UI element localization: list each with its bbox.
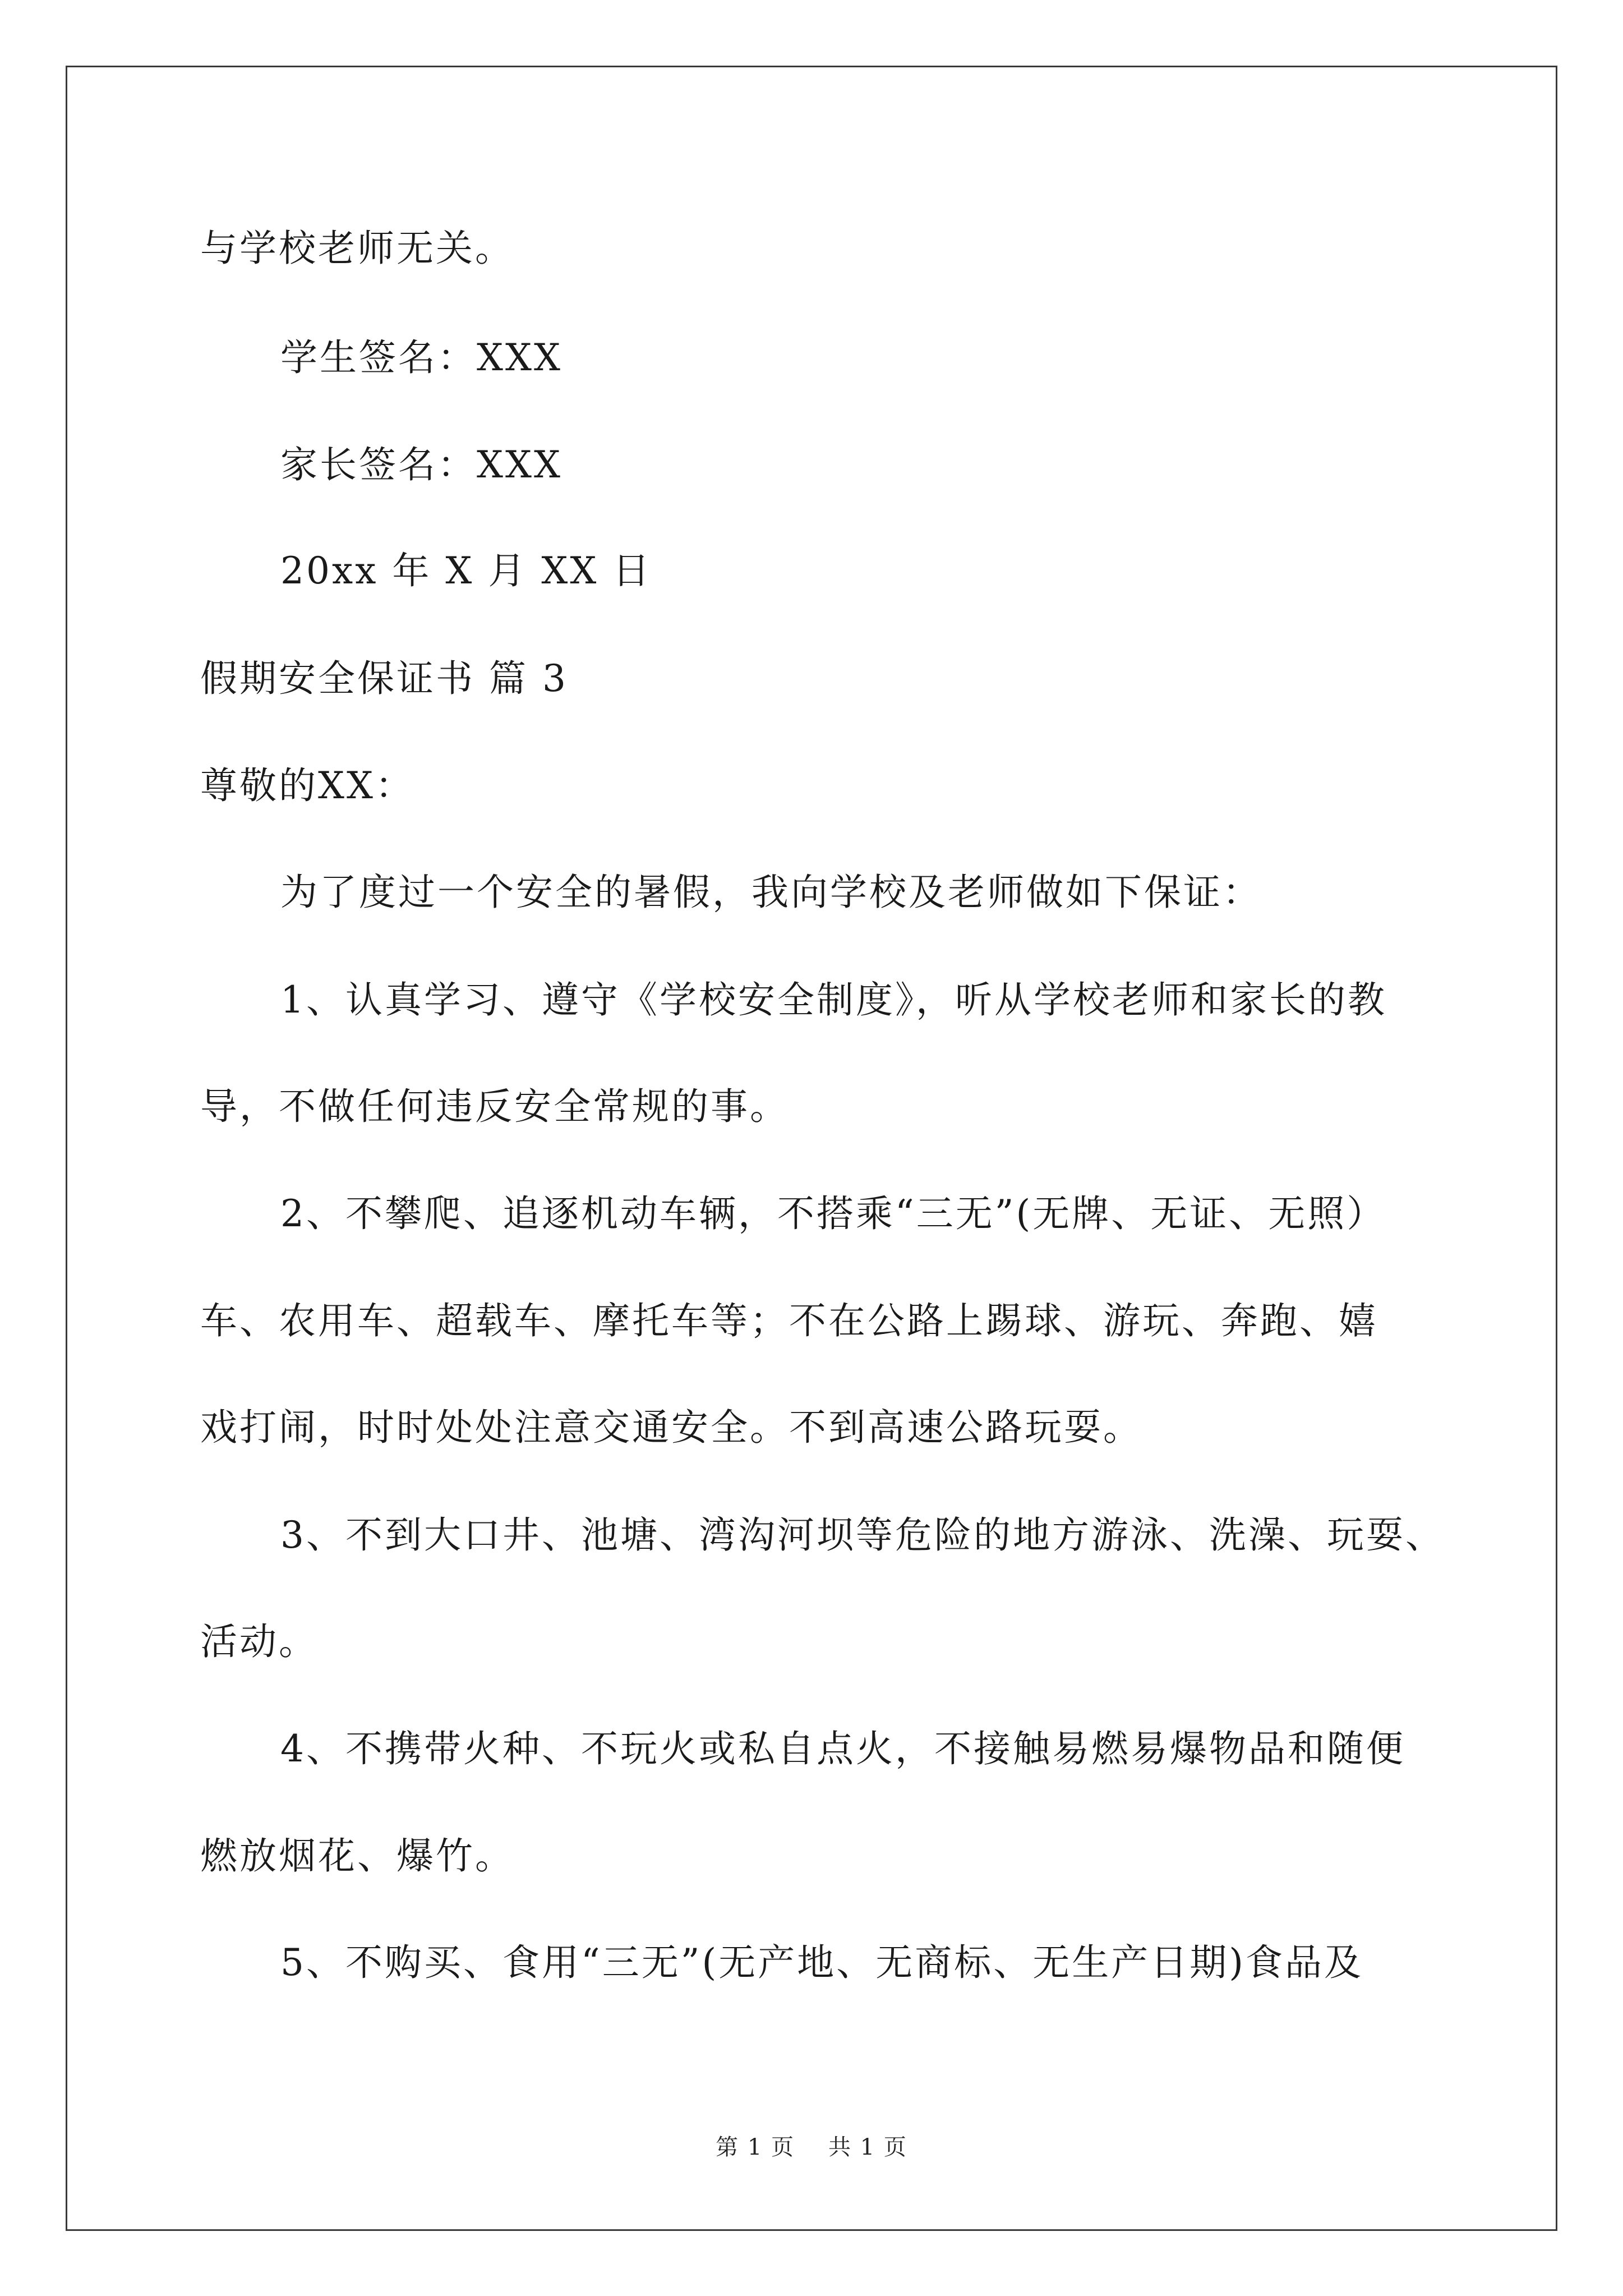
item-4-line-1: 4、不携带火种、不玩火或私自点火，不接触易燃易爆物品和随便	[280, 1727, 1405, 1770]
signature-date: 20xx 年 X 月 XX 日	[280, 549, 652, 592]
item-3-line-2: 活动。	[200, 1620, 318, 1663]
intro-paragraph: 为了度过一个安全的暑假，我向学校及老师做如下保证：	[280, 871, 1262, 914]
item-5-line-1: 5、不购买、食用“三无”(无产地、无商标、无生产日期)食品及	[280, 1941, 1363, 1984]
page-number: 第 1 页	[716, 2134, 795, 2160]
page-border	[66, 66, 1557, 2231]
item-1-line-1: 1、认真学习、遵守《学校安全制度》，听从学校老师和家长的教	[280, 978, 1387, 1022]
page-total: 共 1 页	[828, 2134, 907, 2160]
salutation: 尊敬的XX：	[200, 764, 414, 807]
page-footer	[0, 2136, 1623, 2159]
item-2-line-2: 车、农用车、超载车、摩托车等；不在公路上踢球、游玩、奔跑、嬉	[200, 1299, 1378, 1342]
parent-signature: 家长签名：XXX	[280, 443, 562, 486]
student-signature: 学生签名：XXX	[280, 336, 562, 379]
item-3-line-1: 3、不到大口井、池塘、湾沟河坝等危险的地方游泳、洗澡、玩耍、	[280, 1513, 1445, 1557]
item-1-line-2: 导，不做任何违反安全常规的事。	[200, 1085, 789, 1128]
section-heading: 假期安全保证书 篇 3	[200, 657, 568, 700]
item-4-line-2: 燃放烟花、爆竹。	[200, 1834, 514, 1878]
body-line-1: 与学校老师无关。	[200, 227, 514, 270]
item-2-line-3: 戏打闹，时时处处注意交通安全。不到高速公路玩耍。	[200, 1406, 1142, 1449]
item-2-line-1: 2、不攀爬、追逐机动车辆，不搭乘“三无”(无牌、无证、无照）	[280, 1192, 1386, 1235]
